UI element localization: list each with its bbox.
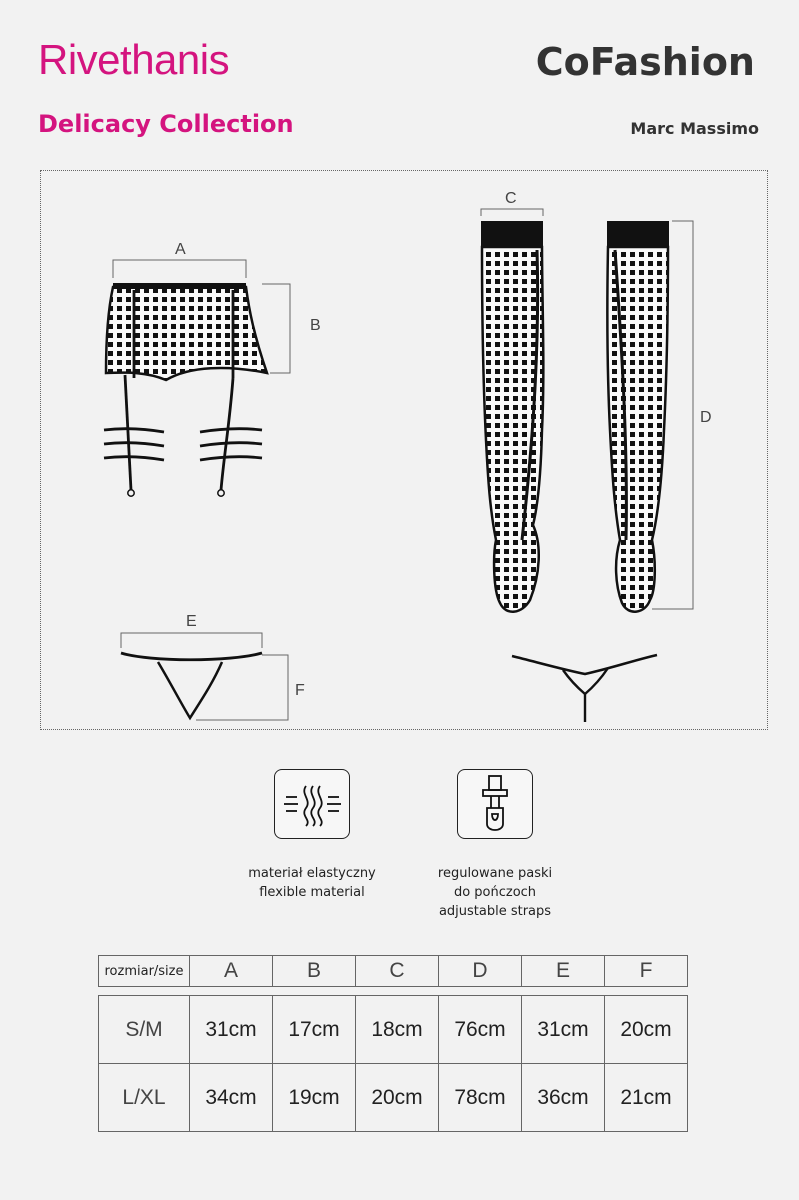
table-row bbox=[99, 1064, 688, 1132]
garter-belt-drawing bbox=[104, 241, 321, 496]
designer-name: Marc Massimo bbox=[630, 119, 759, 138]
adjustable-strap-icon bbox=[457, 769, 533, 839]
feature-adjustable-straps bbox=[405, 769, 585, 921]
collection-name: Delicacy Collection bbox=[38, 110, 294, 138]
size-label: L/XL bbox=[99, 1064, 190, 1132]
column-header-c: C bbox=[356, 956, 439, 987]
feature-line-en: adjustable straps bbox=[438, 904, 552, 919]
column-header-d: D bbox=[439, 956, 522, 987]
feature-line-pl: materiał elastyczny bbox=[248, 866, 376, 881]
table-cell: 19cm bbox=[273, 1064, 356, 1132]
feature-line-en: flexible material bbox=[259, 885, 365, 900]
dimension-label-a: A bbox=[175, 241, 186, 258]
feature-line-pl-2: do pończoch bbox=[453, 885, 537, 900]
table-cell: 78cm bbox=[439, 1064, 522, 1132]
size-chart-table bbox=[98, 955, 688, 1132]
column-header-e: E bbox=[522, 956, 605, 987]
column-header-f: F bbox=[605, 956, 688, 987]
column-header-a: A bbox=[190, 956, 273, 987]
table-cell: 76cm bbox=[439, 996, 522, 1064]
dimension-label-e: E bbox=[186, 613, 197, 630]
thong-front-drawing bbox=[121, 613, 305, 720]
size-label: S/M bbox=[99, 996, 190, 1064]
dimension-label-f: F bbox=[295, 682, 305, 699]
feature-line-pl-1: regulowane paski bbox=[437, 866, 553, 881]
table-row bbox=[99, 996, 688, 1064]
table-cell: 20cm bbox=[356, 1064, 439, 1132]
product-name: Rivethanis bbox=[38, 36, 230, 83]
table-cell: 36cm bbox=[522, 1064, 605, 1132]
size-chart-header-row bbox=[99, 956, 688, 987]
brand-logo: CoFashion bbox=[535, 40, 755, 84]
size-chart-corner-label: rozmiar/size bbox=[99, 956, 190, 987]
table-cell: 18cm bbox=[356, 996, 439, 1064]
dimension-label-d: D bbox=[700, 409, 712, 426]
table-cell: 21cm bbox=[605, 1064, 688, 1132]
flexible-material-icon bbox=[274, 769, 350, 839]
dimension-label-b: B bbox=[310, 317, 321, 334]
table-cell: 17cm bbox=[273, 996, 356, 1064]
feature-flexible-material bbox=[222, 769, 402, 902]
table-cell: 31cm bbox=[190, 996, 273, 1064]
dimension-label-c: C bbox=[505, 190, 517, 207]
table-cell: 20cm bbox=[605, 996, 688, 1064]
stockings-drawing bbox=[481, 190, 712, 612]
table-cell: 34cm bbox=[190, 1064, 273, 1132]
table-cell: 31cm bbox=[522, 996, 605, 1064]
column-header-b: B bbox=[273, 956, 356, 987]
thong-back-drawing bbox=[512, 655, 657, 722]
